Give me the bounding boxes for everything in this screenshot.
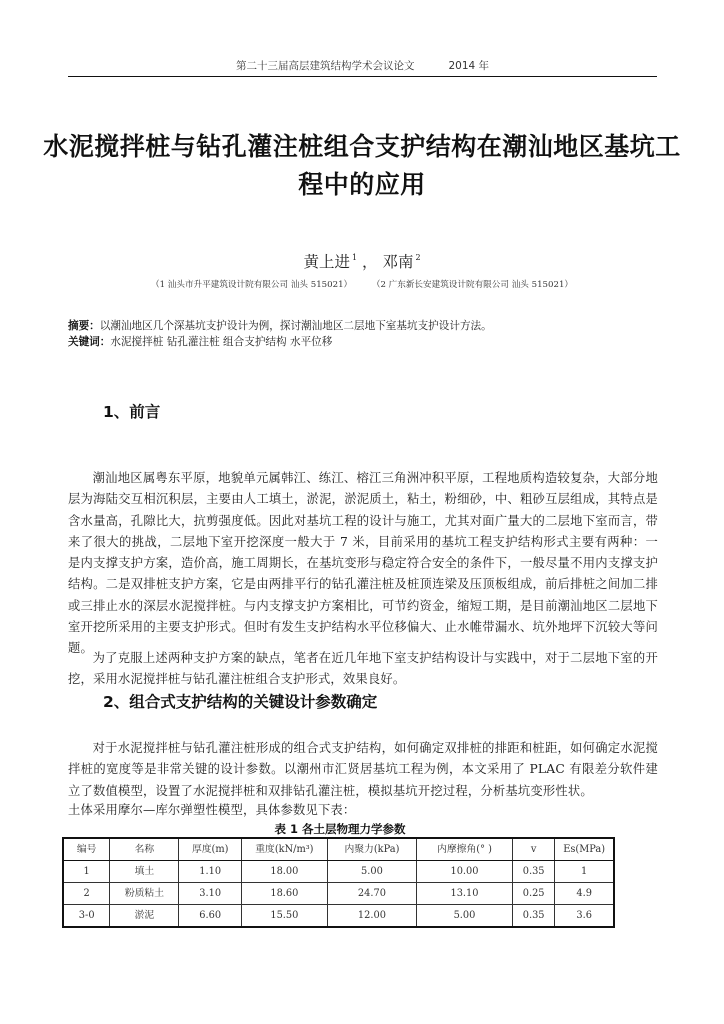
table-cell: 0.35 — [512, 861, 554, 883]
table-header-cell: 名称 — [110, 838, 179, 861]
table-cell: 1 — [63, 861, 110, 883]
abstract-label: 摘要： — [68, 320, 100, 332]
conference-name: 第二十三届高层建筑结构学术会议论文 — [235, 60, 415, 72]
affiliation-mark: 2 — [415, 253, 421, 262]
conference-year: 2014 年 — [448, 60, 490, 72]
table-cell: 18.60 — [241, 883, 327, 905]
table-cell: 0.25 — [512, 883, 554, 905]
table-cell: 12.00 — [327, 905, 416, 928]
abstract — [68, 318, 668, 334]
table-header-cell: v — [512, 838, 554, 861]
table-row — [63, 905, 614, 928]
author-name: 邓南 — [382, 253, 414, 271]
section-heading: 2、组合式支护结构的关键设计参数确定 — [103, 693, 378, 711]
author-line — [0, 248, 724, 272]
body-paragraph: 对于水泥搅拌桩与钻孔灌注桩形成的组合式支护结构，如何确定双排桩的排距和桩距，如何确定水泥搅拌桩的宽度等是非常关键的设计参数。以潮州市汇贤居基坑工程为例，本文采用了 PLAC 有限差分软件建立了数值模型，设置了水泥搅拌桩和双排钻孔灌注桩，模拟基坑开挖过程，分析基坑变形性状。 — [68, 741, 658, 798]
abstract-text: 以潮汕地区几个深基坑支护设计为例，探讨潮汕地区二层地下室基坑支护设计方法。 — [99, 320, 492, 332]
paper-title: 水泥搅拌桩与钻孔灌注桩组合支护结构在潮汕地区基坑工程中的应用 — [43, 132, 681, 199]
author-name: 黄上进 — [303, 253, 350, 271]
table-cell: 淤泥 — [110, 905, 179, 928]
body-paragraph: 为了克服上述两种支护方案的缺点，笔者在近几年地下室支护结构设计与实践中，对于二层地下室的开挖，采用水泥搅拌桩与钻孔灌注桩组合支护形式，效果良好。 — [68, 651, 658, 687]
keywords — [68, 334, 668, 350]
table-cell: 6.60 — [179, 905, 241, 928]
keywords-label: 关键词： — [68, 336, 111, 348]
table-cell: 18.00 — [241, 861, 327, 883]
table-cell: 13.10 — [417, 883, 513, 905]
table-caption: 表 1 各土层物理力学参数 — [274, 822, 406, 836]
table-cell: 4.9 — [555, 883, 614, 905]
table-header-row — [63, 838, 614, 861]
table-cell: 5.00 — [417, 905, 513, 928]
table-cell: 3-0 — [63, 905, 110, 928]
table-cell: 1 — [555, 861, 614, 883]
table-cell: 2 — [63, 883, 110, 905]
keywords-text: 水泥搅拌桩 钻孔灌注桩 组合支护结构 水平位移 — [110, 336, 333, 348]
affiliation: （2 广东新长安建筑设计院有限公司 汕头 515021） — [376, 280, 574, 290]
table-cell: 填土 — [110, 861, 179, 883]
table-header-cell: 内摩擦角(° ) — [417, 838, 513, 861]
table-cell: 15.50 — [241, 905, 327, 928]
table-row — [63, 883, 614, 905]
table-cell: 粉质粘土 — [110, 883, 179, 905]
table-cell: 1.10 — [179, 861, 241, 883]
table-header-cell: 重度(kN/m³) — [241, 838, 327, 861]
affiliations — [0, 279, 724, 291]
affiliation-mark: 1 — [351, 253, 358, 262]
running-header — [68, 58, 657, 77]
table-header-cell: 编号 — [63, 838, 110, 861]
table-cell: 10.00 — [417, 861, 513, 883]
table-row — [63, 861, 614, 883]
affiliation: （1 汕头市升平建筑设计院有限公司 汕头 515021） — [150, 280, 353, 290]
table-cell: 24.70 — [327, 883, 416, 905]
table-cell: 5.00 — [327, 861, 416, 883]
table-cell: 3.6 — [555, 905, 614, 928]
section-heading: 1、前言 — [103, 403, 161, 421]
table-cell: 3.10 — [179, 883, 241, 905]
table-header-cell: 厚度(m) — [179, 838, 241, 861]
body-paragraph: 潮汕地区属粤东平原，地貌单元属韩江、练江、榕江三角洲冲积平原，工程地质构造较复杂，大部分地层为海陆交互相沉积层，主要由人工填土，淤泥，淤泥质土，粘土，粉细砂，中、粗砂互层组成，其特点是含水量高，孔隙比大，抗剪强度低。因此对基坑工程的设计与施工，尤其对面广量大的二层地下室而言，带来了很大的挑战，二层地下室开挖深度一般大于 7 米，目前采用的基坑工程支护结构形式主要有两种：一是内支撑支护方案，造价高，施工周期长，在基坑变形与稳定符合安全的条件下，一般尽量不用内支撑支护结构。二是双排桩支护方案，它是由两排平行的钻孔灌注桩及桩顶连梁及压顶板组成，前后排桩之间加二排或三排止水的深层水泥搅拌桩。与内支撑支护方案相比，可节约资金，缩短工期，是目前潮汕地区二层地下室开挖所采用的主要支护形式。但时有发生支护结构水平位移偏大、止水帷带漏水、坑外地坪下沉较大等问题。 — [68, 471, 658, 656]
body-paragraph: 土体采用摩尔—库尔弹塑性模型，具体参数见下表： — [68, 803, 356, 817]
table-cell: 0.35 — [512, 905, 554, 928]
soil-parameters-table — [62, 837, 615, 928]
abstract-block — [68, 318, 668, 350]
table-header-cell: 内聚力(kPa) — [327, 838, 416, 861]
table-header-cell: Es(MPa) — [555, 838, 614, 861]
author-separator: ， — [361, 253, 378, 271]
